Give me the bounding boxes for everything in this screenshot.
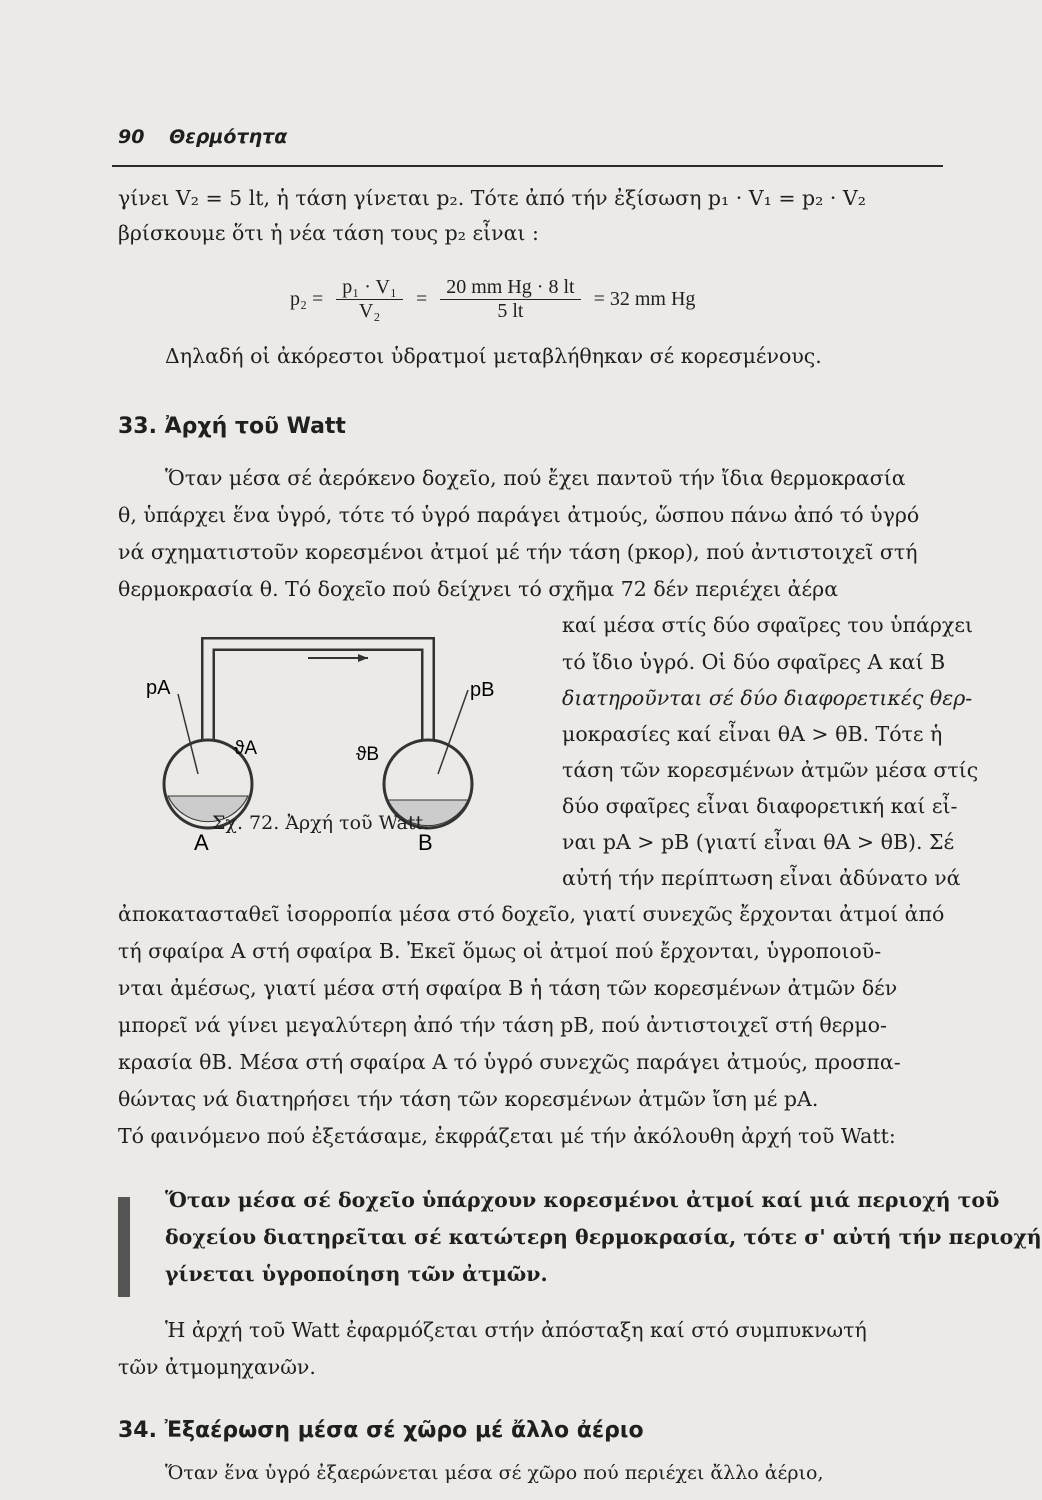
section-heading: 34. Ἐξαέρωση μέσα σέ χῶρο μέ ἄλλο ἀέριο <box>118 1418 644 1443</box>
label-pb: pB <box>470 679 495 701</box>
fraction <box>440 276 580 323</box>
body-line: Ἡ ἀρχή τοῦ Watt ἐφαρμόζεται στήν ἀπόσταξη καί στό συμπυκνωτή <box>165 1318 867 1342</box>
principle-line: δοχείου διατηρεῖται σέ κατώτερη θερμοκρασία, τότε σ' αὐτή τήν περιοχή <box>165 1225 1042 1249</box>
fraction-numerator: 20 mm Hg · 8 lt <box>440 276 580 300</box>
label-theta-b: ϑB <box>356 744 380 765</box>
page-header <box>118 126 287 148</box>
body-line: Ὅταν μέσα σέ ἀερόκενο δοχεῖο, πού ἔχει παντοῦ τήν ἴδια θερμοκρασία <box>165 466 906 490</box>
body-line: Δηλαδή οἱ ἀκόρεστοι ὑδρατμοί μεταβλήθηκαν σέ κορεσμένους. <box>165 344 822 368</box>
header-rule <box>112 165 943 167</box>
body-line: μπορεῖ νά γίνει μεγαλύτερη ἀπό τήν τάση pB, πού ἀντιστοιχεῖ στή θερμο- <box>118 1013 887 1037</box>
body-line: τάση τῶν κορεσμένων ἀτμῶν μέσα στίς <box>562 758 979 782</box>
body-line: νται ἀμέσως, γιατί μέσα στή σφαίρα B ἡ τάση τῶν κορεσμένων ἀτμῶν δέν <box>118 976 898 1000</box>
principle-line: Ὅταν μέσα σέ δοχεῖο ὑπάρχουν κορεσμένοι ἀτμοί καί μιά περιοχή τοῦ <box>165 1188 1000 1212</box>
body-line: θ, ὑπάρχει ἕνα ὑγρό, τότε τό ὑγρό παράγει ἀτμούς, ὥσπου πάνω ἀπό τό ὑγρό <box>118 503 920 527</box>
body-line: τή σφαίρα A στή σφαίρα B. Ἐκεῖ ὅμως οἱ ἀτμοί πού ἔρχονται, ὑγροποιοῦ- <box>118 939 882 963</box>
formula-result: = 32 mm Hg <box>593 288 696 310</box>
fraction <box>336 276 403 323</box>
intro-line: βρίσκουμε ὅτι ἡ νέα τάση τους p₂ εἶναι : <box>118 221 539 245</box>
label-pa: pA <box>146 677 171 699</box>
principle-marker-bar <box>118 1197 130 1297</box>
principle-line: γίνεται ὑγροποίηση τῶν ἀτμῶν. <box>165 1262 548 1286</box>
body-line: μοκρασίες καί εἶναι θA > θB. Τότε ἡ <box>562 722 943 746</box>
formula <box>282 276 703 323</box>
body-line: ναι pA > pB (γιατί εἶναι θA > θB). Σέ <box>562 830 955 854</box>
body-line: αὐτή τήν περίπτωση εἶναι ἀδύνατο νά <box>562 866 961 890</box>
body-line: θώντας νά διατηρήσει τήν τάση τῶν κορεσμένων ἀτμῶν ἴση μέ pA. <box>118 1087 819 1111</box>
formula-lhs: p₂ = <box>290 288 324 310</box>
body-line: Τό φαινόμενο πού ἐξετάσαμε, ἐκφράζεται μέ τήν ἀκόλουθη ἀρχή τοῦ Watt: <box>118 1124 896 1148</box>
body-line: ἀποκατασταθεῖ ἰσορροπία μέσα στό δοχεῖο, γιατί συνεχῶς ἔρχονται ἀτμοί ἀπό <box>118 902 945 926</box>
body-line: τῶν ἀτμομηχανῶν. <box>118 1355 316 1379</box>
body-line: Ὅταν ἕνα ὑγρό ἐξαερώνεται μέσα σέ χῶρο πού περιέχει ἄλλο ἀέριο, <box>165 1462 824 1484</box>
body-line: νά σχηματιστοῦν κορεσμένοι ἀτμοί μέ τήν τάση (pκορ), πού ἀντιστοιχεῖ στή <box>118 540 918 564</box>
running-title: Θερμότητα <box>169 126 288 148</box>
body-line: διατηροῦνται σέ δύο διαφορετικές θερ- <box>562 686 973 710</box>
body-line: τό ἴδιο ὑγρό. Οἱ δύο σφαῖρες A καί B <box>562 650 946 674</box>
label-theta-a: ϑA <box>234 738 258 759</box>
body-line: καί μέσα στίς δύο σφαῖρες του ὑπάρχει <box>562 613 974 637</box>
label-a: A <box>194 830 209 855</box>
intro-line: γίνει V₂ = 5 lt, ἡ τάση γίνεται p₂. Τότε ἀπό τήν ἐξίσωση p₁ · V₁ = p₂ · V₂ <box>118 186 866 210</box>
body-line: κρασία θB. Μέσα στή σφαίρα A τό ὑγρό συνεχῶς παράγει ἀτμούς, προσπα- <box>118 1050 901 1074</box>
body-line: θερμοκρασία θ. Τό δοχεῖο πού δείχνει τό σχῆμα 72 δέν περιέχει ἀέρα <box>118 577 839 601</box>
fraction-denominator: V₂ <box>358 300 381 322</box>
label-b: B <box>418 830 433 855</box>
section-heading: 33. Ἀρχή τοῦ Watt <box>118 414 346 439</box>
page-number: 90 <box>118 126 145 148</box>
fraction-numerator: p₁ · V₁ <box>336 276 403 300</box>
fraction-denominator: 5 lt <box>497 300 524 322</box>
body-line: δύο σφαῖρες εἶναι διαφορετική καί εἶ- <box>562 794 958 818</box>
figure-caption: Σχ. 72. Ἀρχή τοῦ Watt. <box>212 812 430 834</box>
equals-sign: = <box>415 288 428 310</box>
